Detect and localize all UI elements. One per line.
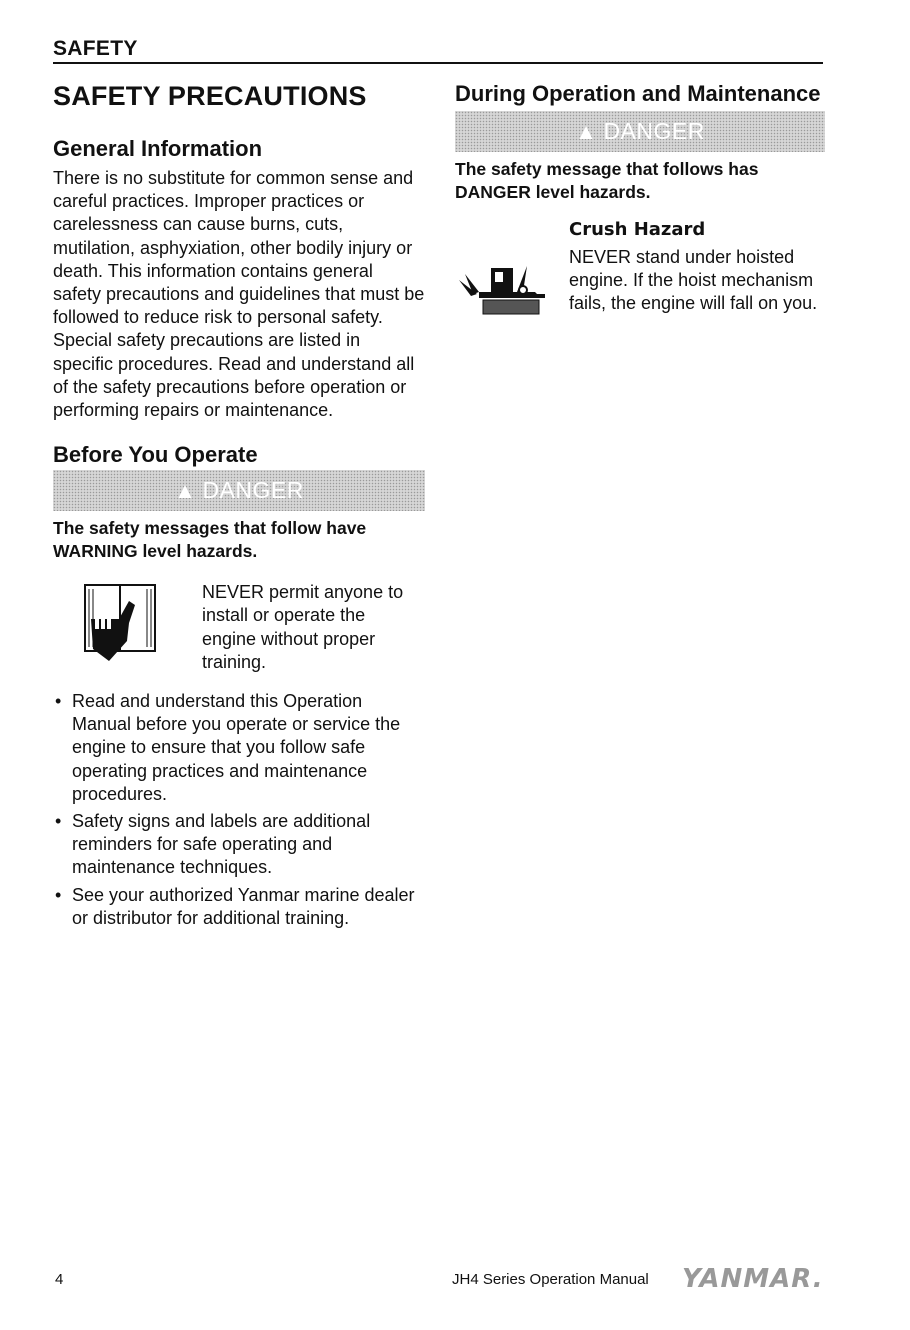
crush-hazard-icon [455, 246, 569, 321]
warning-triangle-icon: ▲ [174, 477, 197, 503]
danger-banner [455, 111, 825, 152]
hazard-level-message: The safety message that follows has DANGER level hazards. [455, 159, 759, 202]
general-information-heading: General Information [53, 136, 263, 161]
danger-label: DANGER [202, 477, 304, 504]
page-number: 4 [55, 1271, 64, 1288]
before-you-operate-heading: Before You Operate [53, 442, 258, 468]
general-information-text: There is no substitute for common sense and careful practices. Improper practices or carelessness can cause burns, cuts, mutilation, asphyxiation, other bodily injury or death. This information contains general safety precautions and guidelines that must be followed to reduce risk to personal safety. Special safety precautions are listed in specific procedures. Read and understand all of the safety precautions before operation or performing repairs or maintenance. [53, 168, 425, 421]
page-title: SAFETY PRECAUTIONS [53, 81, 367, 111]
crush-hazard-text: NEVER stand under hoisted engine. If the hoist mechanism fails, the engine will fall on you. [569, 247, 818, 314]
section-title: SAFETY [53, 37, 138, 60]
training-notice-text: NEVER permit anyone to install or operate the engine without proper training. [202, 582, 404, 672]
manual-reading-icon [53, 579, 202, 674]
training-notice [53, 579, 425, 674]
during-operation-heading: During Operation and Maintenance [455, 81, 821, 106]
yanmar-logo: YANMAR. [682, 1264, 824, 1294]
list-item: • Safety signs and labels are additional reminders for safe operating and maintenance techniques. [53, 810, 425, 880]
left-column [53, 80, 425, 934]
crush-hazard-title: Crush Hazard [569, 219, 706, 240]
hazard-level-message: The safety messages that follow have WARNING level hazards. [53, 518, 367, 562]
precaution-list [53, 690, 425, 930]
danger-label: DANGER [603, 118, 705, 144]
right-column [455, 80, 825, 321]
manual-title: JH4 Series Operation Manual [452, 1271, 649, 1288]
list-item: • Read and understand this Operation Manual before you operate or service the engine to ensure that you follow safe operating practices and maintenance procedures. [53, 690, 425, 806]
warning-triangle-icon: ▲ [575, 118, 598, 144]
page-header [53, 36, 823, 64]
crush-hazard-notice [455, 246, 825, 321]
list-item: • See your authorized Yanmar marine dealer or distributor for additional training. [53, 884, 425, 930]
danger-banner [53, 470, 425, 511]
